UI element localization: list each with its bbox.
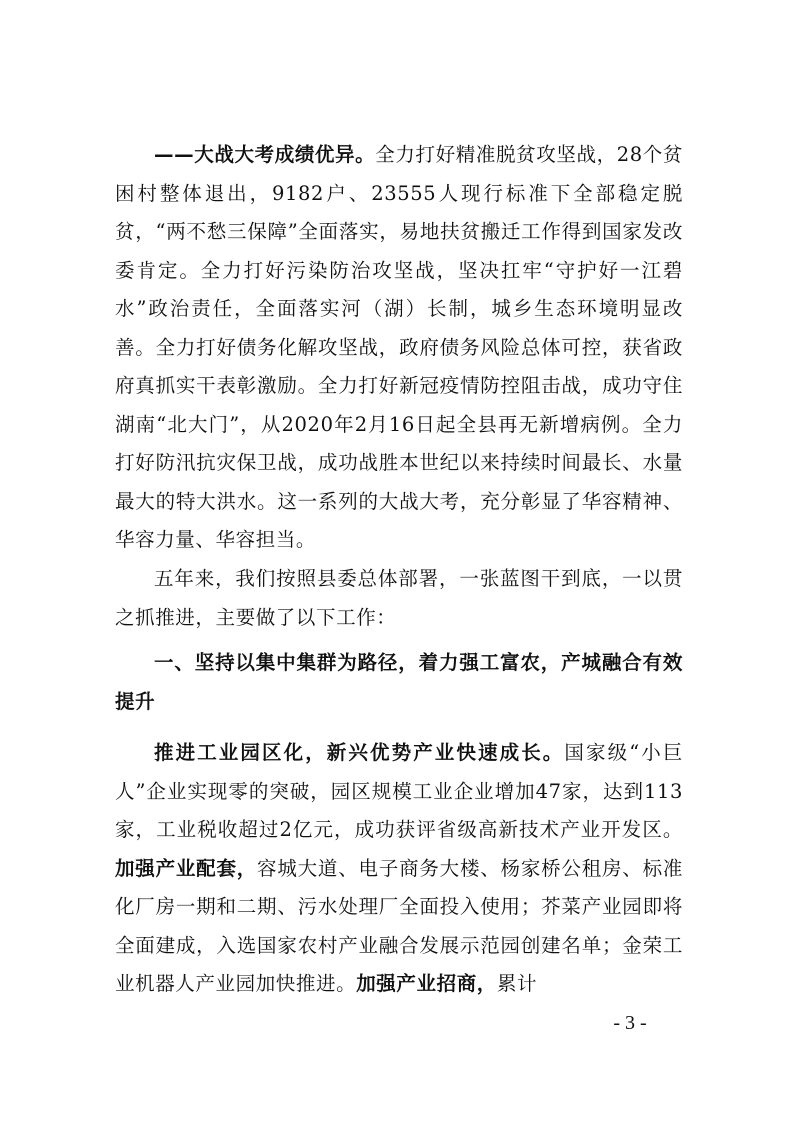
paragraph-3-text-3: 累计 — [496, 972, 538, 995]
paragraph-3-text-2: 容城大道、电子商务大楼、杨家桥公租房、标准化厂房一期和二期、污水处理厂全面投入使用；芥菜产业园即将全面建成，入选国家农村产业融合发展示范园创建名单；金荣工业机器人产业园加快推进。 — [115, 856, 683, 995]
section-heading-1 — [115, 644, 683, 721]
paragraph-1-body — [115, 136, 683, 560]
paragraph-3-text-1: 国家级“小巨人”企业实现零的突破，园区规模工业企业增加47家，达到113家，工业税收超过2亿元，成功获评省级高新技术产业开发区。 — [115, 741, 683, 841]
paragraph-1-text: 全力打好精准脱贫攻坚战，28个贫困村整体退出，9182户、23555人现行标准下全部稳定脱贫，“两不愁三保障”全面落实，易地扶贫搬迁工作得到国家发改委肯定。全力打好污染防治攻坚战，坚决扛牢“守护好一江碧水”政治责任，全面落实河（湖）长制，城乡生态环境明显改善。全力打好债务化解攻坚战，政府债务风险总体可控，获省政府真抓实干表彰激励。全力打好新冠疫情防控阻击战，成功守住湖南“北大门”，从2020年2月16日起全县再无新增病例。全力打好防汛抗灾保卫战，成功战胜本世纪以来持续时间最长、水量最大的特大洪水。这一系列的大战大考，充分彰显了华容精神、华容力量、华容担当。 — [115, 143, 683, 551]
paragraph-overview — [115, 560, 683, 637]
heading-1-text: 一、坚持以集中集群为路径，着力强工富农，产城融合有效提升 — [115, 651, 683, 713]
paragraph-2-text: 五年来，我们按照县委总体部署，一张蓝图干到底，一以贯之抓推进，主要做了以下工作： — [115, 567, 683, 629]
paragraph-achievements — [115, 136, 683, 560]
paragraph-3-bold-2: 加强产业配套， — [115, 856, 258, 880]
paragraph-3-bold-1: 推进工业园区化，新兴优势产业快速成长。 — [154, 741, 565, 764]
paragraph-3-bold-3: 加强产业招商， — [356, 972, 497, 995]
paragraph-1-lead: ——大战大考成绩优异。 — [154, 143, 376, 166]
page-number: - 3 - — [613, 1012, 647, 1034]
paragraph-industry — [115, 734, 683, 1004]
paragraph-3-body — [115, 734, 683, 1004]
